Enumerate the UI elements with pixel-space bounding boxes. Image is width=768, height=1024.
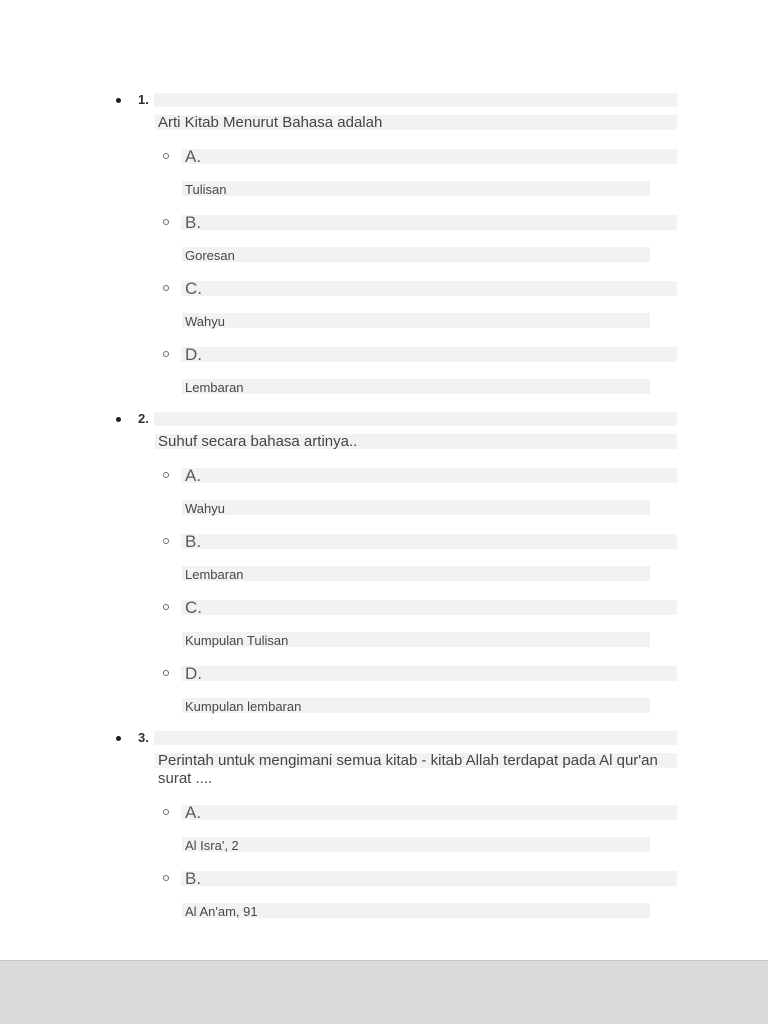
option-answer-line <box>185 247 650 263</box>
option-answer-text: Wahyu <box>185 501 225 516</box>
option-bullet-icon <box>163 153 169 159</box>
option-answer-line <box>185 181 650 197</box>
highlight-bar <box>181 149 677 164</box>
option-bullet-icon <box>163 351 169 357</box>
option-letter: C. <box>185 279 202 298</box>
option-letter-line <box>185 345 677 364</box>
option-answer-text: Al An'am, 91 <box>185 904 258 919</box>
option-letter-line <box>185 279 677 298</box>
question-text-line <box>158 114 677 132</box>
option-item <box>0 466 768 516</box>
page-bottom-gap <box>0 960 768 1024</box>
option-answer-line <box>185 698 650 714</box>
option-answer-text: Al Isra', 2 <box>185 838 239 853</box>
option-letter-line <box>185 869 677 888</box>
highlight-bar <box>154 93 677 107</box>
options-list <box>0 466 768 714</box>
option-bullet-icon <box>163 219 169 225</box>
question-number: 1. <box>138 92 149 107</box>
option-letter: B. <box>185 532 202 551</box>
option-answer-line <box>185 566 650 582</box>
option-letter-line <box>185 803 677 822</box>
option-letter-line <box>185 466 677 485</box>
question-number-row <box>0 92 677 108</box>
option-bullet-icon <box>163 538 169 544</box>
question-text-line <box>158 433 677 451</box>
option-answer-text: Kumpulan lembaran <box>185 699 302 714</box>
option-letter: C. <box>185 598 202 617</box>
highlight-bar <box>154 412 677 426</box>
option-answer-text: Wahyu <box>185 314 225 329</box>
question-list <box>0 92 768 935</box>
option-letter-line <box>185 147 677 166</box>
highlight-bar <box>182 566 650 581</box>
highlight-bar <box>181 666 677 681</box>
question-item <box>0 730 768 919</box>
list-bullet-icon <box>116 98 121 103</box>
option-item <box>0 213 768 263</box>
option-item <box>0 532 768 582</box>
list-bullet-icon <box>116 736 121 741</box>
option-letter-line <box>185 532 677 551</box>
highlight-bar <box>181 281 677 296</box>
question-item <box>0 92 768 395</box>
question-text: Suhuf secara bahasa artinya.. <box>158 433 358 450</box>
option-bullet-icon <box>163 285 169 291</box>
question-number: 3. <box>138 730 149 745</box>
highlight-bar <box>181 871 677 886</box>
question-number-row <box>0 730 677 746</box>
option-answer-line <box>185 903 650 919</box>
option-item <box>0 147 768 197</box>
option-item <box>0 664 768 714</box>
option-letter: B. <box>185 213 202 232</box>
option-bullet-icon <box>163 472 169 478</box>
option-item <box>0 598 768 648</box>
list-bullet-icon <box>116 417 121 422</box>
option-letter: A. <box>185 803 202 822</box>
option-letter-line <box>185 598 677 617</box>
highlight-bar <box>181 600 677 615</box>
option-letter: D. <box>185 664 202 683</box>
option-answer-line <box>185 837 650 853</box>
question-text: Arti Kitab Menurut Bahasa adalah <box>158 114 383 131</box>
option-letter: A. <box>185 147 202 166</box>
question-item <box>0 411 768 714</box>
highlight-bar <box>182 837 650 852</box>
option-answer-text: Tulisan <box>185 182 227 197</box>
question-text-line <box>158 752 677 788</box>
options-list <box>0 803 768 919</box>
highlight-bar <box>182 500 650 515</box>
option-letter: A. <box>185 466 202 485</box>
option-answer-text: Lembaran <box>185 380 244 395</box>
highlight-bar <box>182 247 650 262</box>
option-item <box>0 345 768 395</box>
option-answer-line <box>185 632 650 648</box>
option-letter: D. <box>185 345 202 364</box>
option-answer-line <box>185 379 650 395</box>
highlight-bar <box>181 347 677 362</box>
option-answer-line <box>185 313 650 329</box>
highlight-bar <box>182 313 650 328</box>
option-bullet-icon <box>163 604 169 610</box>
option-bullet-icon <box>163 670 169 676</box>
option-answer-line <box>185 500 650 516</box>
question-text: Perintah untuk mengimani semua kitab - kitab Allah terdapat pada Al qur'an surat .... <box>158 752 658 787</box>
option-letter: B. <box>185 869 202 888</box>
question-number-row <box>0 411 677 427</box>
option-letter-line <box>185 664 677 683</box>
option-answer-text: Goresan <box>185 248 235 263</box>
option-item <box>0 869 768 919</box>
highlight-bar <box>181 805 677 820</box>
highlight-bar <box>182 181 650 196</box>
highlight-bar <box>181 468 677 483</box>
option-item <box>0 279 768 329</box>
options-list <box>0 147 768 395</box>
highlight-bar <box>182 379 650 394</box>
option-letter-line <box>185 213 677 232</box>
option-answer-text: Kumpulan Tulisan <box>185 633 289 648</box>
option-answer-text: Lembaran <box>185 567 244 582</box>
question-number: 2. <box>138 411 149 426</box>
highlight-bar <box>181 534 677 549</box>
highlight-bar <box>154 731 677 745</box>
option-item <box>0 803 768 853</box>
option-bullet-icon <box>163 875 169 881</box>
option-bullet-icon <box>163 809 169 815</box>
highlight-bar <box>181 215 677 230</box>
